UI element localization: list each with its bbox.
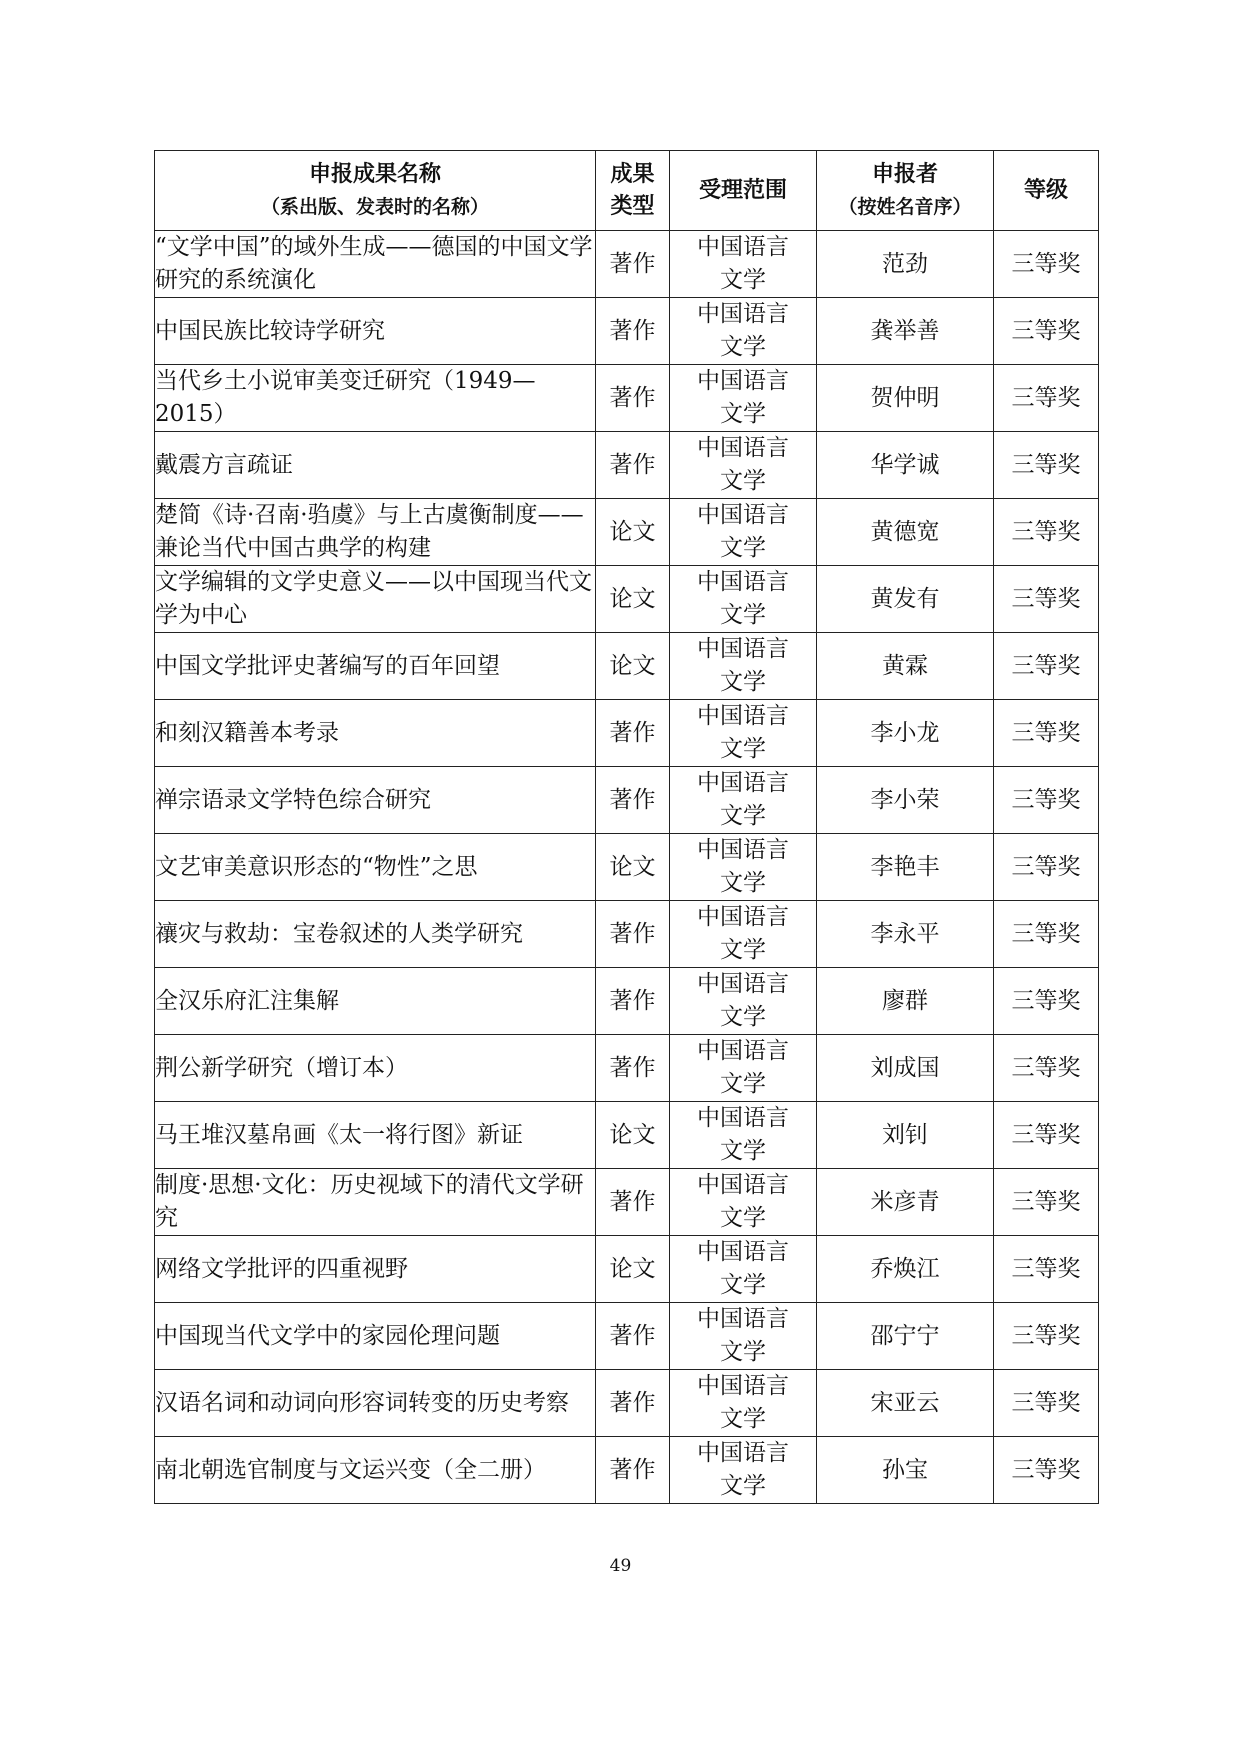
cell-type: 著作 — [596, 365, 670, 432]
header-name — [155, 151, 596, 231]
table-row — [155, 901, 1099, 968]
cell-type: 论文 — [596, 1236, 670, 1303]
table-body — [155, 231, 1099, 1504]
cell-name: 制度·思想·文化：历史视域下的清代文学研究 — [155, 1169, 596, 1236]
table-row — [155, 432, 1099, 499]
cell-grade: 三等奖 — [994, 1370, 1099, 1437]
cell-grade: 三等奖 — [994, 1303, 1099, 1370]
cell-type: 论文 — [596, 1102, 670, 1169]
cell-type: 著作 — [596, 901, 670, 968]
cell-applicant: 龚举善 — [817, 298, 994, 365]
cell-scope: 中国语言文学 — [670, 566, 817, 633]
cell-applicant: 邵宁宁 — [817, 1303, 994, 1370]
cell-grade: 三等奖 — [994, 1035, 1099, 1102]
header-applicant-sub: （按姓名音序） — [838, 195, 972, 218]
cell-grade: 三等奖 — [994, 298, 1099, 365]
cell-name: 文艺审美意识形态的“物性”之思 — [155, 834, 596, 901]
table-row — [155, 1236, 1099, 1303]
cell-type: 著作 — [596, 231, 670, 298]
cell-applicant: 乔焕江 — [817, 1236, 994, 1303]
cell-type: 著作 — [596, 1437, 670, 1504]
page-number: 49 — [609, 1556, 632, 1576]
cell-name: 汉语名词和动词向形容词转变的历史考察 — [155, 1370, 596, 1437]
cell-applicant: 李小龙 — [817, 700, 994, 767]
table-row — [155, 1370, 1099, 1437]
cell-type: 论文 — [596, 633, 670, 700]
table-row — [155, 1035, 1099, 1102]
cell-applicant: 刘成国 — [817, 1035, 994, 1102]
cell-grade: 三等奖 — [994, 566, 1099, 633]
awards-table — [154, 150, 1099, 1504]
cell-scope: 中国语言文学 — [670, 700, 817, 767]
cell-type: 著作 — [596, 1370, 670, 1437]
cell-scope: 中国语言文学 — [670, 901, 817, 968]
cell-name: 中国文学批评史著编写的百年回望 — [155, 633, 596, 700]
header-applicant — [817, 151, 994, 231]
cell-scope: 中国语言文学 — [670, 231, 817, 298]
cell-scope: 中国语言文学 — [670, 767, 817, 834]
cell-applicant: 黄德宽 — [817, 499, 994, 566]
table-row — [155, 1102, 1099, 1169]
cell-name: 戴震方言疏证 — [155, 432, 596, 499]
table-row — [155, 1303, 1099, 1370]
cell-grade: 三等奖 — [994, 834, 1099, 901]
cell-name: 文学编辑的文学史意义——以中国现当代文学为中心 — [155, 566, 596, 633]
cell-grade: 三等奖 — [994, 1169, 1099, 1236]
table-row — [155, 365, 1099, 432]
cell-grade: 三等奖 — [994, 499, 1099, 566]
cell-grade: 三等奖 — [994, 1437, 1099, 1504]
cell-type: 著作 — [596, 1035, 670, 1102]
header-scope: 受理范围 — [670, 151, 817, 231]
cell-name: 当代乡土小说审美变迁研究（1949—2015） — [155, 365, 596, 432]
cell-type: 著作 — [596, 1169, 670, 1236]
cell-grade: 三等奖 — [994, 700, 1099, 767]
cell-scope: 中国语言文学 — [670, 1102, 817, 1169]
cell-type: 论文 — [596, 834, 670, 901]
cell-type: 论文 — [596, 566, 670, 633]
header-applicant-main: 申报者 — [871, 161, 938, 187]
table-row — [155, 1437, 1099, 1504]
cell-applicant: 贺仲明 — [817, 365, 994, 432]
cell-grade: 三等奖 — [994, 633, 1099, 700]
cell-applicant: 刘钊 — [817, 1102, 994, 1169]
cell-applicant: 廖群 — [817, 968, 994, 1035]
cell-applicant: 黄发有 — [817, 566, 994, 633]
cell-applicant: 范劲 — [817, 231, 994, 298]
cell-scope: 中国语言文学 — [670, 968, 817, 1035]
cell-grade: 三等奖 — [994, 432, 1099, 499]
cell-type: 著作 — [596, 968, 670, 1035]
cell-applicant: 孙宝 — [817, 1437, 994, 1504]
cell-applicant: 宋亚云 — [817, 1370, 994, 1437]
cell-name: 马王堆汉墓帛画《太一将行图》新证 — [155, 1102, 596, 1169]
cell-scope: 中国语言文学 — [670, 1236, 817, 1303]
cell-scope: 中国语言文学 — [670, 633, 817, 700]
cell-applicant: 李永平 — [817, 901, 994, 968]
header-row — [155, 151, 1099, 231]
header-name-main: 申报成果名称 — [308, 161, 441, 187]
table-row — [155, 968, 1099, 1035]
cell-name: 楚简《诗·召南·驺虞》与上古虞衡制度——兼论当代中国古典学的构建 — [155, 499, 596, 566]
cell-name: 南北朝选官制度与文运兴变（全二册） — [155, 1437, 596, 1504]
cell-type: 著作 — [596, 767, 670, 834]
header-type-text: 成果类型 — [610, 161, 655, 219]
header-name-sub: （系出版、发表时的名称） — [260, 195, 489, 218]
table-row — [155, 231, 1099, 298]
cell-scope: 中国语言文学 — [670, 1370, 817, 1437]
header-grade: 等级 — [994, 151, 1099, 231]
cell-scope: 中国语言文学 — [670, 298, 817, 365]
cell-scope: 中国语言文学 — [670, 1169, 817, 1236]
cell-scope: 中国语言文学 — [670, 1035, 817, 1102]
cell-name: 和刻汉籍善本考录 — [155, 700, 596, 767]
cell-name: 网络文学批评的四重视野 — [155, 1236, 596, 1303]
cell-type: 著作 — [596, 700, 670, 767]
cell-type: 著作 — [596, 1303, 670, 1370]
cell-applicant: 李艳丰 — [817, 834, 994, 901]
cell-scope: 中国语言文学 — [670, 1437, 817, 1504]
cell-applicant: 黄霖 — [817, 633, 994, 700]
cell-scope: 中国语言文学 — [670, 499, 817, 566]
table-row — [155, 767, 1099, 834]
table-row — [155, 1169, 1099, 1236]
cell-name: 中国民族比较诗学研究 — [155, 298, 596, 365]
cell-scope: 中国语言文学 — [670, 1303, 817, 1370]
table-header — [155, 151, 1099, 231]
table-row — [155, 298, 1099, 365]
cell-scope: 中国语言文学 — [670, 365, 817, 432]
cell-scope: 中国语言文学 — [670, 834, 817, 901]
header-type — [596, 151, 670, 231]
table-row — [155, 566, 1099, 633]
cell-name: 荆公新学研究（增订本） — [155, 1035, 596, 1102]
cell-type: 著作 — [596, 432, 670, 499]
table-row — [155, 499, 1099, 566]
cell-grade: 三等奖 — [994, 365, 1099, 432]
cell-grade: 三等奖 — [994, 767, 1099, 834]
cell-grade: 三等奖 — [994, 1236, 1099, 1303]
cell-grade: 三等奖 — [994, 968, 1099, 1035]
cell-name: 禳灾与救劫：宝卷叙述的人类学研究 — [155, 901, 596, 968]
cell-grade: 三等奖 — [994, 1102, 1099, 1169]
cell-type: 著作 — [596, 298, 670, 365]
cell-name: “文学中国”的域外生成——德国的中国文学研究的系统演化 — [155, 231, 596, 298]
cell-grade: 三等奖 — [994, 231, 1099, 298]
table-row — [155, 834, 1099, 901]
table-row — [155, 633, 1099, 700]
cell-applicant: 米彦青 — [817, 1169, 994, 1236]
cell-grade: 三等奖 — [994, 901, 1099, 968]
cell-name: 禅宗语录文学特色综合研究 — [155, 767, 596, 834]
cell-applicant: 华学诚 — [817, 432, 994, 499]
cell-scope: 中国语言文学 — [670, 432, 817, 499]
cell-name: 中国现当代文学中的家园伦理问题 — [155, 1303, 596, 1370]
cell-type: 论文 — [596, 499, 670, 566]
cell-name: 全汉乐府汇注集解 — [155, 968, 596, 1035]
cell-applicant: 李小荣 — [817, 767, 994, 834]
table-row — [155, 700, 1099, 767]
